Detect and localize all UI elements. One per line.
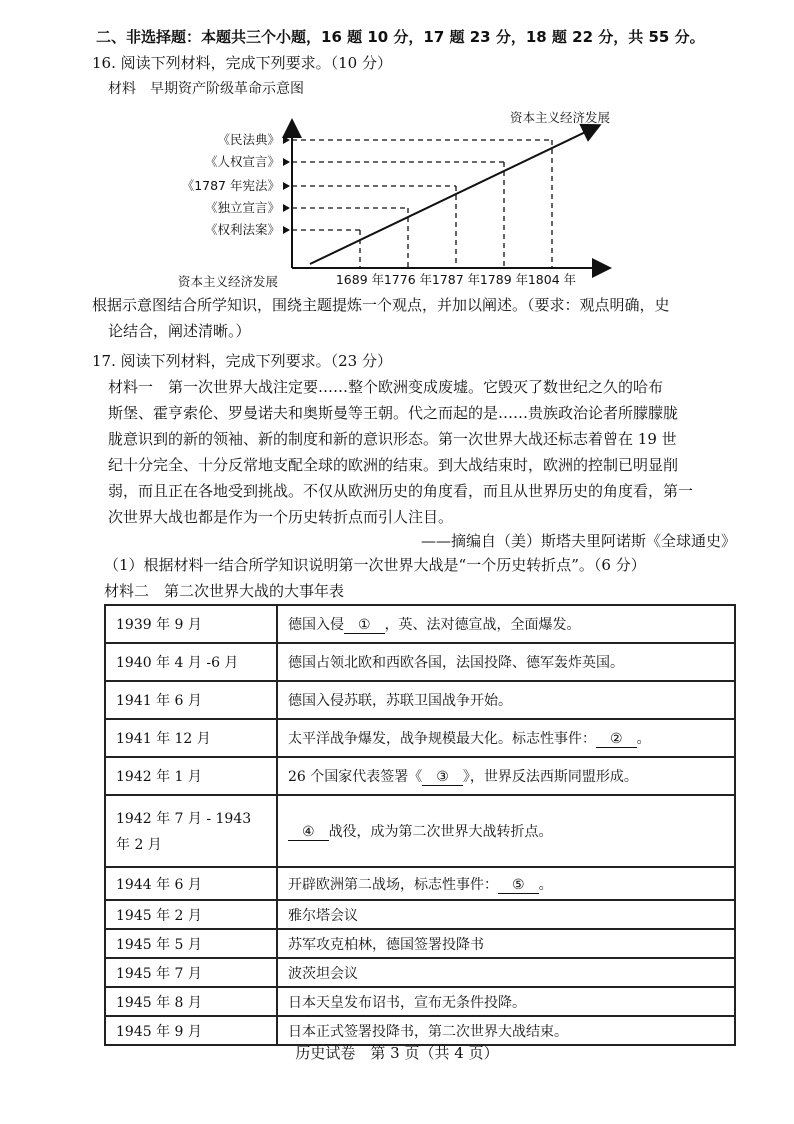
row-date: 1945 年 5 月 xyxy=(105,929,277,958)
table-row xyxy=(105,605,735,643)
y-tick-arrow xyxy=(283,182,290,190)
material2-title: 材料二 第二次世界大战的大事年表 xyxy=(104,582,345,600)
material1-line: 纪十分完全、十分反常地支配全球的欧洲的结束。到大战结束时，欧洲的控制已明显削 xyxy=(108,456,679,474)
x-tick-label: 1804 年 xyxy=(527,272,577,287)
q16-prompt: 16. 阅读下列材料，完成下列要求。（10 分） xyxy=(92,54,392,72)
q17-prompt: 17. 阅读下列材料，完成下列要求。（23 分） xyxy=(92,352,392,370)
table-row xyxy=(105,643,735,681)
row-date: 1945 年 9 月 xyxy=(105,1016,277,1045)
answer-blank[interactable]: ③ xyxy=(422,769,463,786)
row-date: 1939 年 9 月 xyxy=(105,605,277,643)
row-event: 雅尔塔会议 xyxy=(277,900,735,929)
table-row xyxy=(105,681,735,719)
material1-line: 弱，而且正在各地受到挑战。不仅从欧洲历史的角度看，而且从世界历史的角度看，第一 xyxy=(108,482,694,500)
y-tick-arrow xyxy=(283,226,290,234)
row-date: 1941 年 6 月 xyxy=(105,681,277,719)
y-tick-arrow xyxy=(283,158,290,166)
row-event: 日本正式签署投降书，第二次世界大战结束。 xyxy=(277,1016,735,1045)
row-event: 德国占领北欧和西欧各国，法国投降、德军轰炸英国。 xyxy=(277,643,735,681)
table-row xyxy=(105,719,735,757)
y-label: 《人权宣言》 xyxy=(204,154,280,169)
row-event: ④ 战役，成为第二次世界大战转折点。 xyxy=(277,795,735,867)
row-event: 太平洋战争爆发，战争规模最大化。标志性事件： ② 。 xyxy=(277,719,735,757)
row-date: 1942 年 7 月 - 1943 年 2 月 xyxy=(105,795,277,867)
row-event: 苏军攻克柏林，德国签署投降书 xyxy=(277,929,735,958)
trend-line xyxy=(310,126,598,264)
answer-blank[interactable]: ④ xyxy=(288,824,329,841)
table-row xyxy=(105,929,735,958)
row-date: 1942 年 1 月 xyxy=(105,757,277,795)
table-row xyxy=(105,900,735,929)
answer-blank[interactable]: ⑤ xyxy=(498,877,539,894)
y-label: 《独立宣言》 xyxy=(204,200,280,215)
ww2-timeline-table xyxy=(104,604,736,1046)
page-footer: 历史试卷 第 3 页（共 4 页） xyxy=(295,1044,499,1062)
y-label: 《权利法案》 xyxy=(204,222,280,237)
table-row xyxy=(105,757,735,795)
table-row xyxy=(105,958,735,987)
x-tick-label: 1689 年 xyxy=(335,272,385,287)
answer-blank[interactable]: ① xyxy=(344,617,385,634)
x-tick-label: 1787 年 xyxy=(431,272,481,287)
x-tick-label: 1776 年 xyxy=(383,272,433,287)
sub-question-1: （1）根据材料一结合所学知识说明第一次世界大战是“一个历史转折点”。（6 分） xyxy=(104,556,646,574)
line-label: 资本主义经济发展 xyxy=(510,110,611,125)
section-title: 二、非选择题：本题共三个小题，16 题 10 分，17 题 23 分，18 题 22 分，共 55 分。 xyxy=(96,28,705,46)
revolution-chart xyxy=(160,100,660,300)
q16-question-line1: 根据示意图结合所学知识，围绕主题提炼一个观点，并加以阐述。（要求：观点明确，史 xyxy=(92,296,670,314)
y-label: 《民法典》 xyxy=(217,132,280,147)
x-tick-label: 1789 年 xyxy=(479,272,529,287)
table-row xyxy=(105,987,735,1016)
material1-line: 次世界大战也都是作为一个历史转折点而引人注目。 xyxy=(108,508,454,526)
table-row xyxy=(105,867,735,900)
y-label: 《1787 年宪法》 xyxy=(181,178,280,193)
row-event: 26 个国家代表签署《 ③ 》，世界反法西斯同盟形成。 xyxy=(277,757,735,795)
row-date: 1945 年 2 月 xyxy=(105,900,277,929)
row-date: 1945 年 8 月 xyxy=(105,987,277,1016)
row-date: 1940 年 4 月 -6 月 xyxy=(105,643,277,681)
material1-line: 材料一 第一次世界大战注定要……整个欧洲变成废墟。它毁灭了数世纪之久的哈布 xyxy=(108,378,664,396)
row-event: 开辟欧洲第二战场，标志性事件： ⑤ 。 xyxy=(277,867,735,900)
material1-line: 斯堡、霍亨索伦、罗曼诺夫和奥斯曼等王朝。代之而起的是……贵族政治论者所朦朦胧 xyxy=(108,404,679,422)
row-event: 日本天皇发布诏书，宣布无条件投降。 xyxy=(277,987,735,1016)
material1-source: ——摘编自（美）斯塔夫里阿诺斯《全球通史》 xyxy=(420,532,736,550)
row-event: 德国入侵苏联，苏联卫国战争开始。 xyxy=(277,681,735,719)
row-date: 1944 年 6 月 xyxy=(105,867,277,900)
y-tick-arrow xyxy=(283,136,290,144)
row-date: 1941 年 12 月 xyxy=(105,719,277,757)
row-event: 波茨坦会议 xyxy=(277,958,735,987)
q16-material-title: 材料 早期资产阶级革命示意图 xyxy=(108,81,304,97)
q16-question-line2: 论结合，阐述清晰。） xyxy=(108,322,251,340)
table-row xyxy=(105,1016,735,1045)
material1-line: 胧意识到的新的领袖、新的制度和新的意识形态。第一次世界大战还标志着曾在 19 世 xyxy=(108,430,677,448)
table-row xyxy=(105,795,735,867)
y-tick-arrow xyxy=(283,204,290,212)
answer-blank[interactable]: ② xyxy=(596,731,637,748)
row-event: 德国入侵 ① ，英、法对德宣战，全面爆发。 xyxy=(277,605,735,643)
row-date: 1945 年 7 月 xyxy=(105,958,277,987)
x-axis-label: 资本主义经济发展 xyxy=(178,274,279,289)
